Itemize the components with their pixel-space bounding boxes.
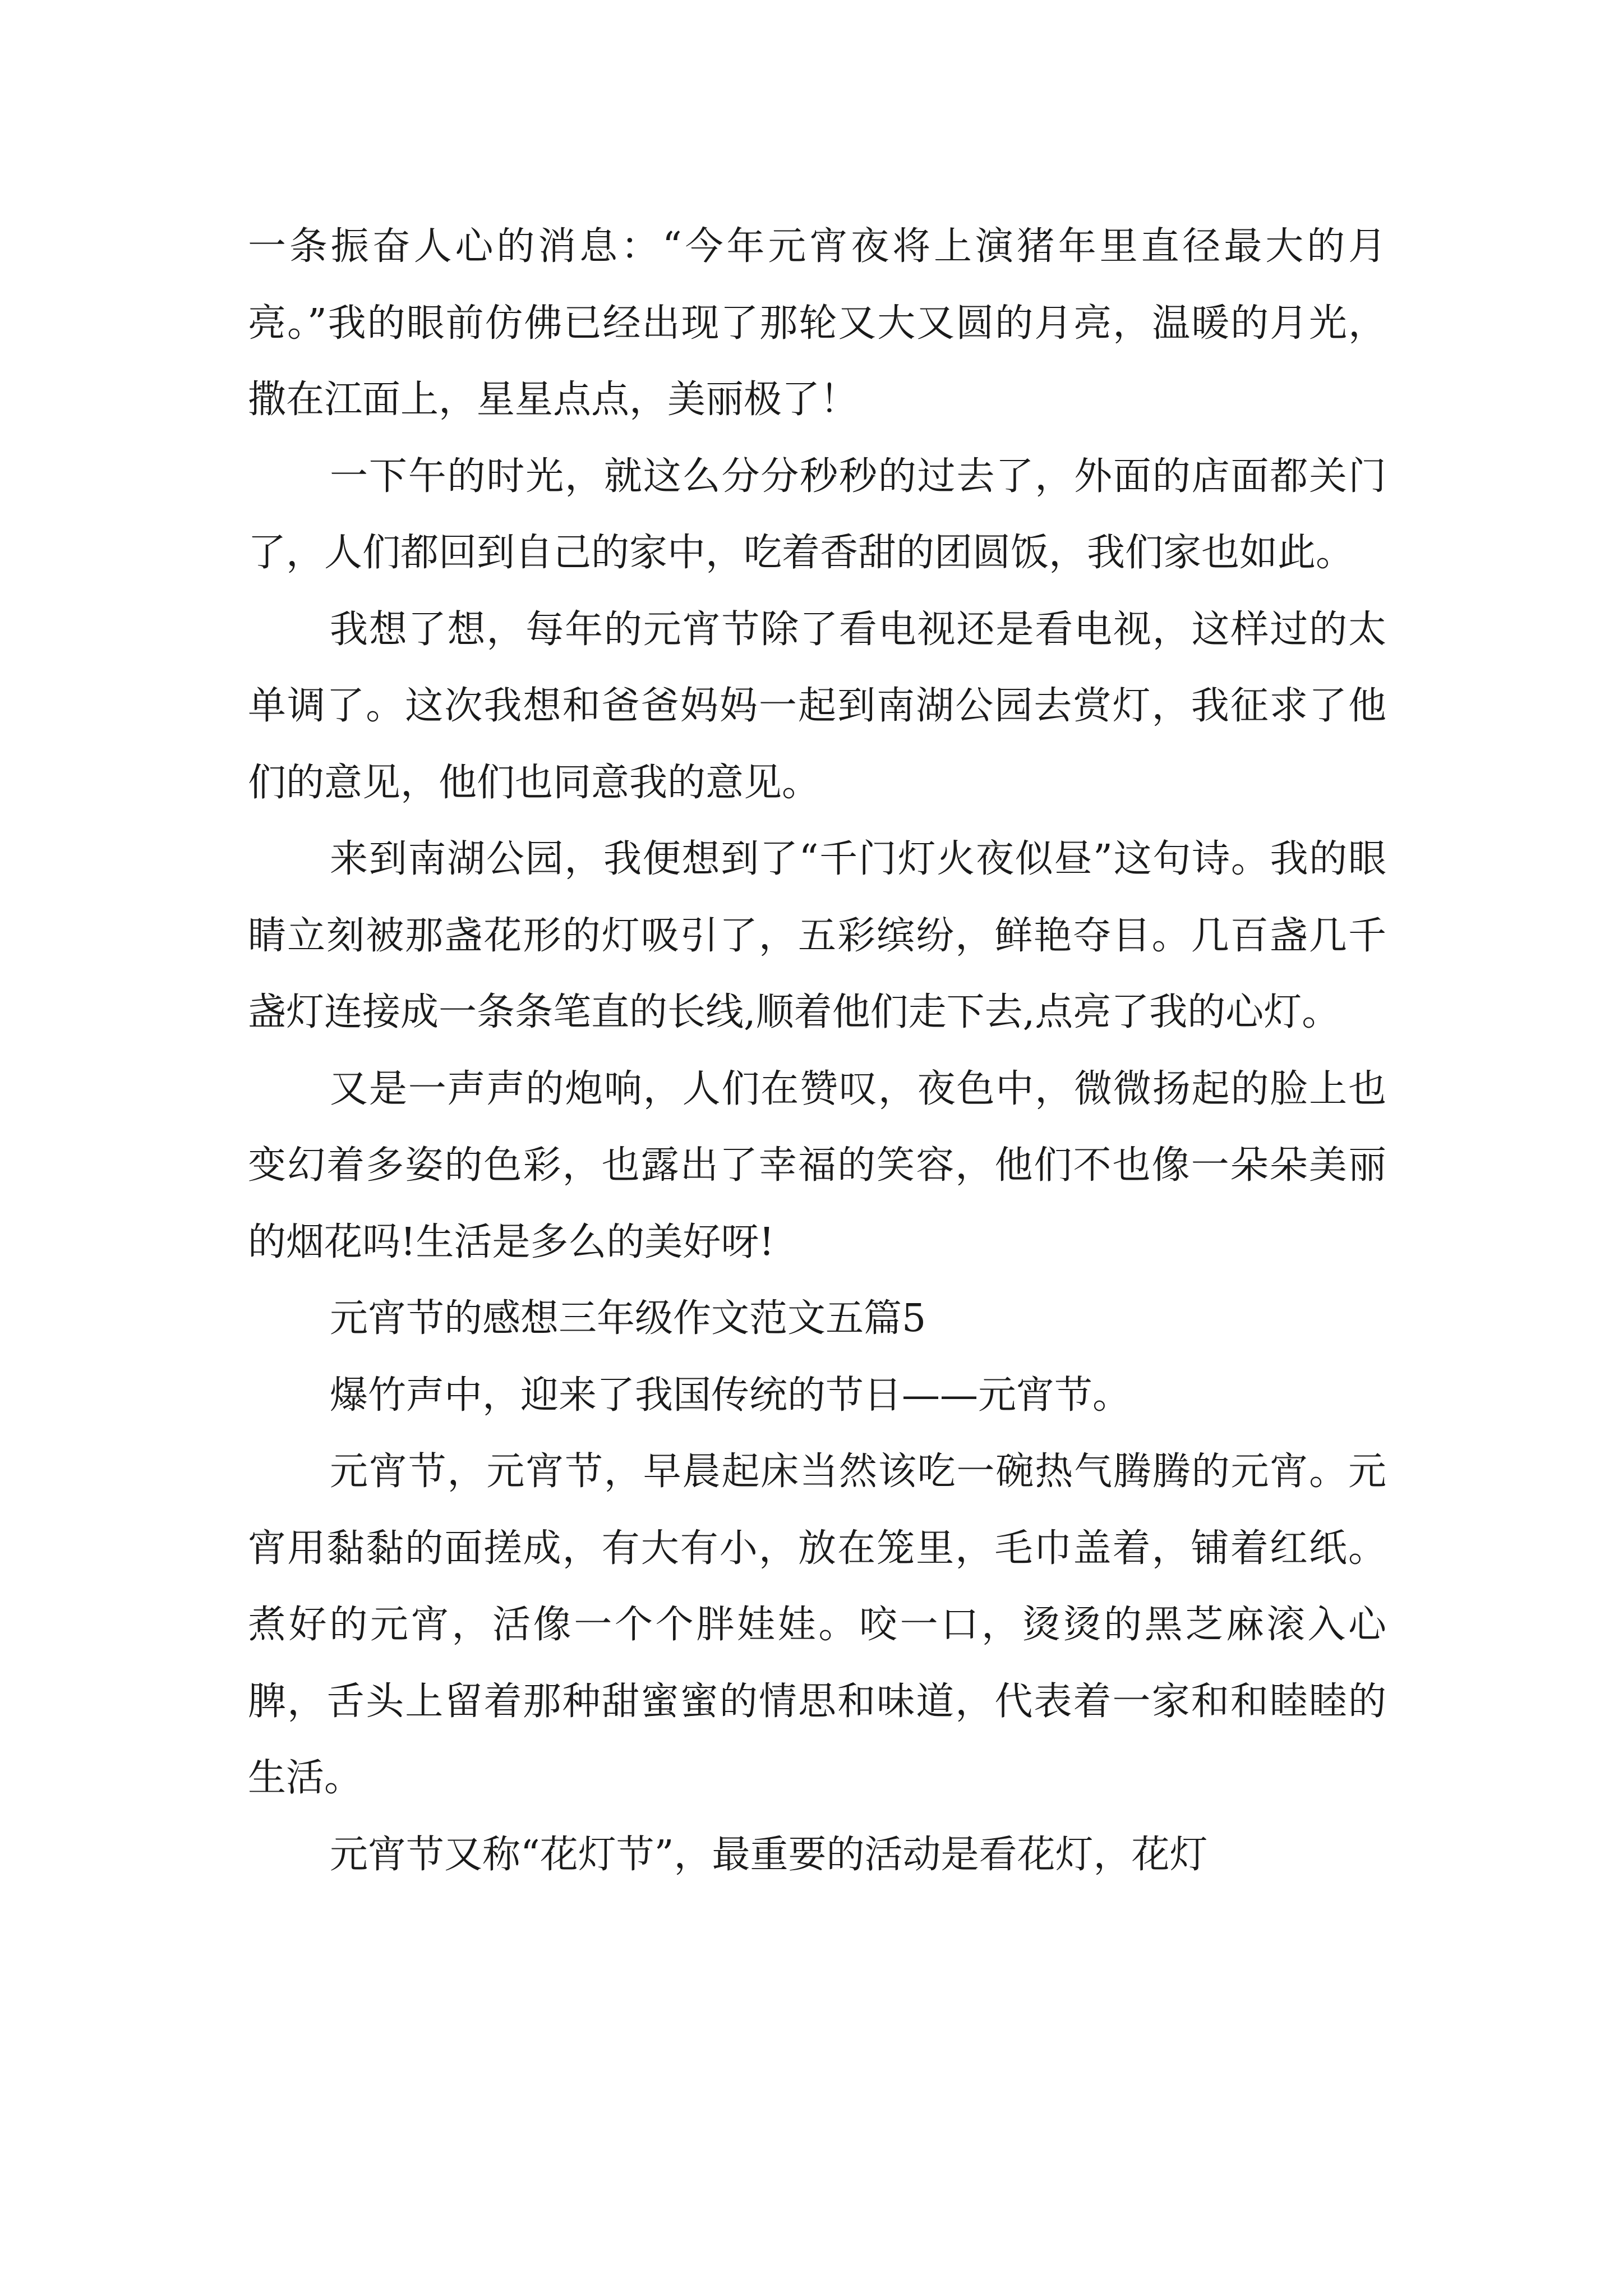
paragraph: 一下午的时光，就这么分分秒秒的过去了，外面的店面都关门了，人们都回到自己的家中，吃着香甜的团圆饭，我们家也如此。 (248, 454, 1386, 575)
paragraph-continuation: 一条振奋人心的消息：“今年元宵夜将上演猪年里直径最大的月亮。”我的眼前仿佛已经出现了那轮又大又圆的月亮，温暖的月光，撒在江面上，星星点点，美丽极了！ (248, 224, 1386, 422)
paragraph: 元宵节，元宵节，早晨起床当然该吃一碗热气腾腾的元宵。元宵用黏黏的面搓成，有大有小，放在笼里，毛巾盖着，铺着红纸。煮好的元宵，活像一个个胖娃娃。咬一口，烫烫的黑芝麻滚入心脾，舌头上留着那种甜蜜蜜的情思和味道，代表着一家和和睦睦的生活。 (248, 1450, 1386, 1800)
paragraph: 元宵节又称“花灯节”，最重要的活动是看花灯，花灯 (330, 1832, 1208, 1877)
paragraph: 我想了想，每年的元宵节除了看电视还是看电视，这样过的太单调了。这次我想和爸爸妈妈一起到南湖公园去赏灯，我征求了他们的意见，他们也同意我的意见。 (248, 607, 1386, 805)
section-title: 元宵节的感想三年级作文范文五篇5 (330, 1296, 926, 1341)
document-body (248, 209, 1386, 1893)
paragraph: 爆竹声中，迎来了我国传统的节日——元宵节。 (330, 1373, 1131, 1418)
paragraph: 来到南湖公园，我便想到了“千门灯火夜似昼”这句诗。我的眼睛立刻被那盏花形的灯吸引了，五彩缤纷，鲜艳夺目。几百盏几千盏灯连接成一条条笔直的长线,顺着他们走下去,点亮了我的心灯。 (248, 837, 1386, 1034)
paragraph: 又是一声声的炮响，人们在赞叹，夜色中，微微扬起的脸上也变幻着多姿的色彩，也露出了幸福的笑容，他们不也像一朵朵美丽的烟花吗!生活是多么的美好呀! (248, 1066, 1386, 1264)
